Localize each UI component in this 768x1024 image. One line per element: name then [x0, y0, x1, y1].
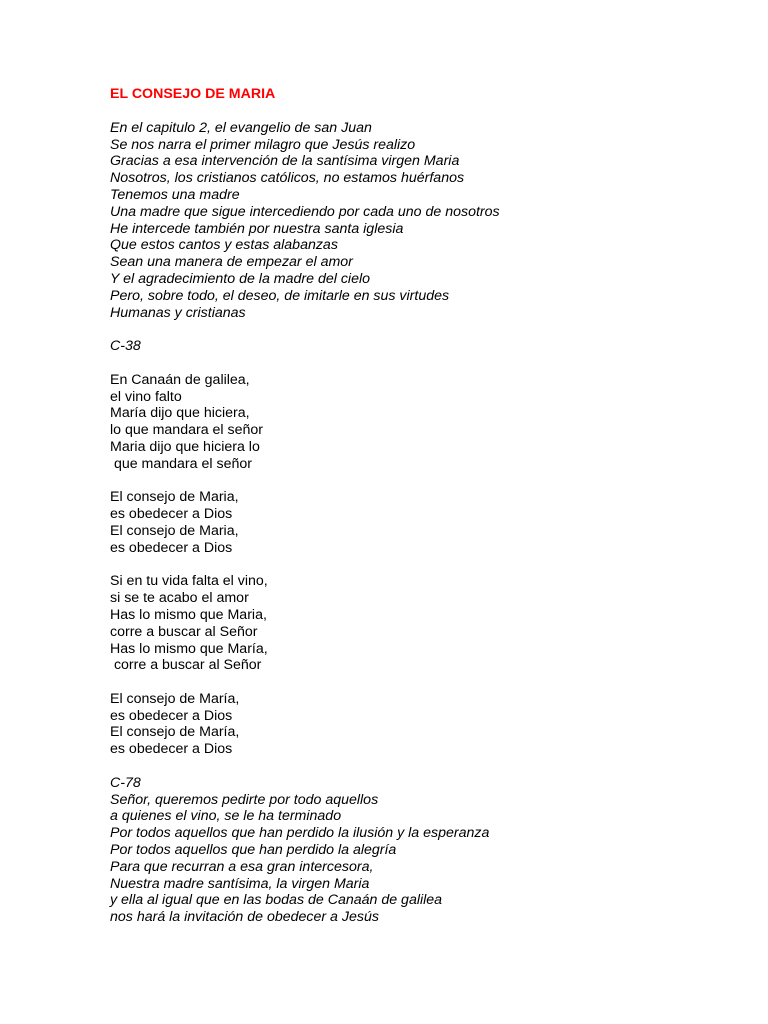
chorus-line: El consejo de Maria, [110, 522, 239, 539]
intro-line: Pero, sobre todo, el deseo, de imitarle en sus virtudes [110, 287, 450, 304]
verse-line: si se te acabo el amor [110, 590, 249, 607]
chorus-line: es obedecer a Dios [110, 707, 233, 724]
closing-line: Por todos aquellos que han perdido la alegría [110, 842, 397, 859]
chorus-line: es obedecer a Dios [110, 539, 233, 556]
closing-line: Para que recurran a esa gran intercesora, [110, 858, 374, 875]
intro-line: Una madre que sigue intercediendo por cada uno de nosotros [110, 203, 500, 220]
intro-line: Se nos narra el primer milagro que Jesús realizo [110, 136, 416, 153]
intro-line: Sean una manera de empezar el amor [110, 254, 353, 271]
intro-line: Que estos cantos y estas alabanzas [110, 237, 338, 254]
closing-line: Por todos aquellos que han perdido la ilusión y la esperanza [110, 825, 490, 842]
chorus-line: El consejo de María, [110, 724, 240, 741]
closing-line: nos hará la invitación de obedecer a Jesús [110, 909, 379, 926]
chorus-line: es obedecer a Dios [110, 506, 233, 523]
intro-line: Humanas y cristianas [110, 304, 246, 321]
closing-prayer [110, 792, 710, 926]
chorus-line: El consejo de Maria, [110, 489, 239, 506]
document-title: EL CONSEJO DE MARIA [110, 86, 276, 102]
verse-line: María dijo que hiciera, [110, 405, 250, 422]
verse-line: Has lo mismo que Maria, [110, 606, 267, 623]
chorus-line: es obedecer a Dios [110, 741, 233, 758]
chorus-1 [110, 489, 710, 556]
intro-line: Nosotros, los cristianos católicos, no estamos huérfanos [110, 170, 465, 187]
verse-line: lo que mandara el señor [110, 422, 264, 439]
verse-line: corre a buscar al Señor [110, 623, 258, 640]
intro-line: Gracias a esa intervención de la santísima virgen Maria [110, 153, 460, 170]
intro-line: Y el agradecimiento de la madre del cielo [110, 270, 370, 287]
document-body [110, 86, 710, 926]
closing-line: a quienes el vino, se le ha terminado [110, 808, 342, 825]
closing-line: Nuestra madre santísima, la virgen Maria [110, 875, 370, 892]
verse-line: el vino falto [110, 388, 182, 405]
intro-paragraph [110, 120, 710, 322]
closing-line: Señor, queremos pedirte por todo aquellos [110, 791, 379, 808]
verse-line: Has lo mismo que María, [110, 640, 268, 657]
intro-line: He intercede también por nuestra santa iglesia [110, 220, 404, 237]
intro-line: Tenemos una madre [110, 186, 240, 203]
section-label-c78: C-78 [110, 774, 141, 791]
chorus-line: El consejo de María, [110, 690, 240, 707]
verse-line: Maria dijo que hiciera lo [110, 438, 260, 455]
verse-line: que mandara el señor [110, 455, 252, 472]
section-label-c38: C-38 [110, 338, 141, 355]
closing-line: y ella al igual que en las bodas de Canaán de galilea [110, 892, 443, 909]
intro-line: En el capitulo 2, el evangelio de san Juan [110, 119, 372, 136]
chorus-2 [110, 691, 710, 758]
verse-2 [110, 573, 710, 674]
verse-line: En Canaán de galilea, [110, 371, 250, 388]
verse-line: Si en tu vida falta el vino, [110, 573, 268, 590]
verse-1 [110, 372, 710, 473]
verse-line: corre a buscar al Señor [110, 657, 262, 674]
